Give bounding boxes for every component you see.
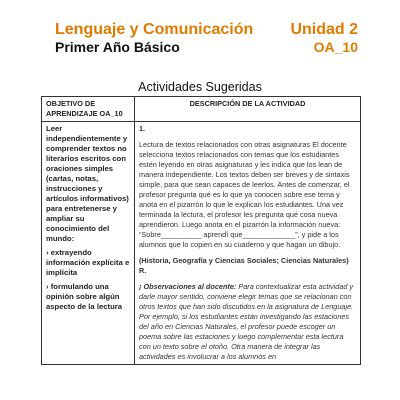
table-header-row <box>42 97 361 122</box>
activities-table <box>41 96 361 365</box>
teacher-observations <box>139 282 356 362</box>
observations-text: Para contextualizar esta actividad y darle mayor sentido, conviene elegir temas que se relacionan con otros textos que han sido discutidos en la asignatura de Lenguaje. Por ejemplo, si los estudiantes están investigando las estaciones del año en Ciencias Naturales, el profesor puede escoger un poema sobre las estaciones y luego complementar esta lectura con un texto sobre el otoño. Otra manera de integrar las actividades es involucrar a los alumnos en <box>139 282 354 361</box>
subject-title: Lenguaje y Comunicación <box>55 21 254 38</box>
objective-point-1: › extrayendo información explícita e implícita <box>46 248 130 277</box>
table-row <box>42 122 361 365</box>
unit-title: Unidad 2 <box>290 21 358 38</box>
objective-column-header: OBJETIVO DE APRENDIZAJE OA_10 <box>42 97 135 122</box>
activity-subjects: (Historia, Geografía y Ciencias Sociales; Ciencias Naturales) R. <box>139 256 349 275</box>
page-header <box>0 0 400 70</box>
description-cell <box>135 122 361 365</box>
observations-label: ¡ Observaciones al docente: <box>139 282 237 291</box>
objective-code: OA_10 <box>313 39 358 55</box>
objective-point-2: › formulando una opinión sobre algún aspecto de la lectura <box>46 282 123 311</box>
objective-cell <box>42 122 135 365</box>
activity-number: 1. <box>139 124 146 133</box>
grade-subtitle: Primer Año Básico <box>55 39 180 55</box>
activity-text: Lectura de textos relacionados con otras asignaturas El docente selecciona textos relacionados con temas que los estudiantes estén leyendo en otras asignaturas y les indica que los lean de manera independiente. Los textos deben ser breves y de sintaxis simple, para que sean capaces de leerlos. Antes de comenzar, el profesor pregunta qué es lo que ya conocen sobre ese tema y anota en el pizarrón lo que le explican los estudiantes. Una vez terminada la lectura, el profesor les pregunta qué cosa nueva aprendieron. Luego anota en el pizarrón la información nueva: “Sobre__________ aprendí que_____________”, y pide a los alumnos que lo copien en su cuaderno y que hagan un dibujo. <box>139 140 350 249</box>
description-column-header: DESCRIPCIÓN DE LA ACTIVIDAD <box>135 97 361 122</box>
objective-main-text: Leer independientemente y comprender textos no literarios escritos con oraciones simples (cartas, notas, instrucciones y artículos informativos) para entretenerse y ampliar su conocimiento del mundo: <box>46 124 129 243</box>
section-title: Actividades Sugeridas <box>138 80 262 94</box>
